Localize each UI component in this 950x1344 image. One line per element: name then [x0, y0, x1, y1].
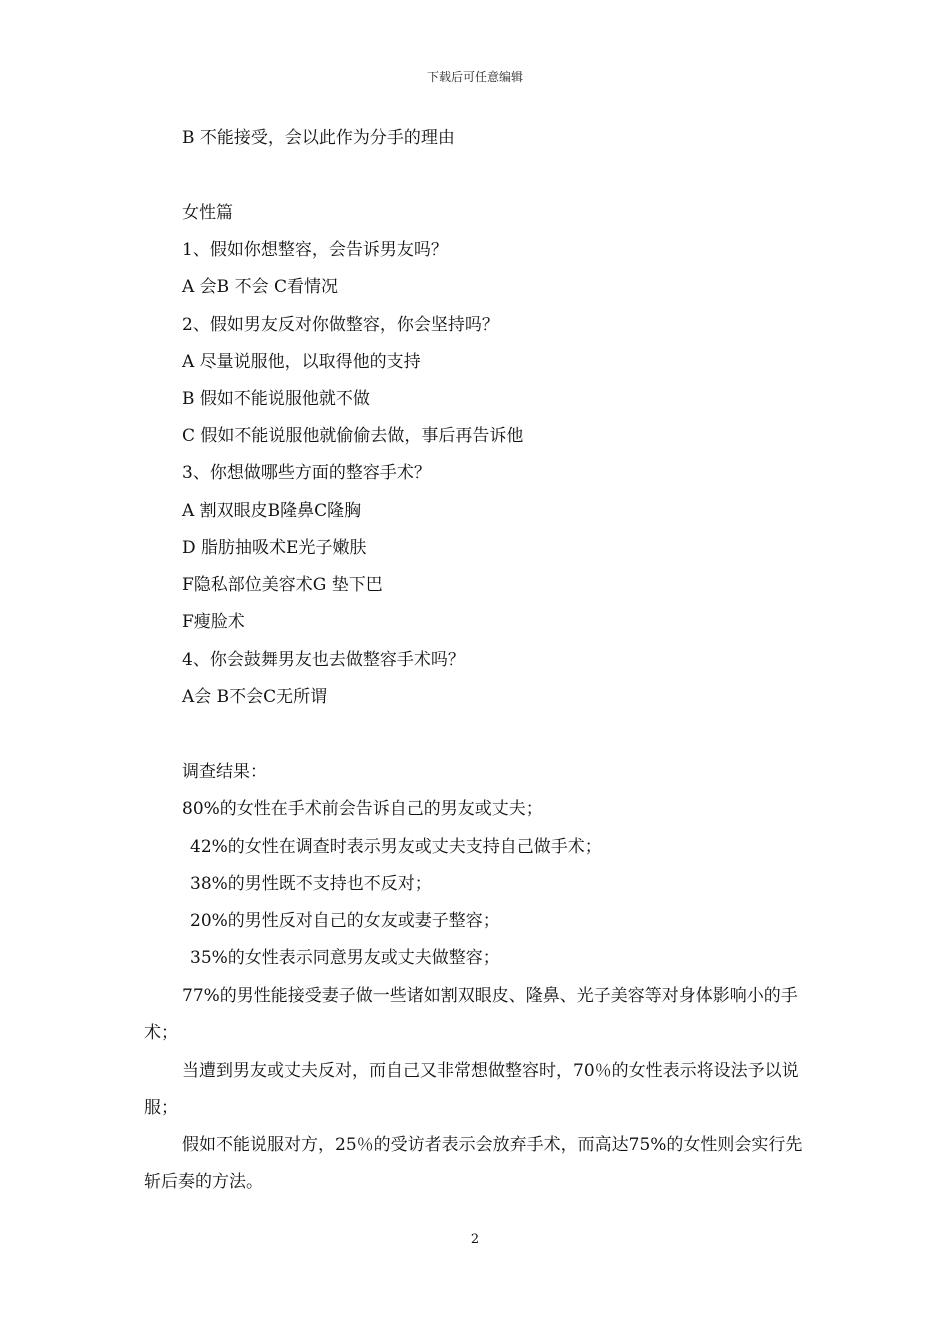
section-title: 女性篇: [182, 203, 233, 223]
result-item: 80%的女性在手术前会告诉自己的男友或丈夫；: [182, 799, 543, 819]
question: 1、假如你想整容，会告诉男友吗？: [182, 240, 448, 260]
answer-options: A 会B 不会 C看情况: [182, 277, 338, 297]
result-paragraph: 当遭到男友或丈夫反对，而自己又非常想做整容时，70％的女性表示将设法予以说服；: [144, 1061, 799, 1118]
question: 4、你会鼓舞男友也去做整容手术吗？: [182, 650, 465, 670]
result-item: 38%的男性既不支持也不反对；: [190, 874, 432, 894]
answer-options: A 割双眼皮B隆鼻C隆胸: [182, 501, 362, 521]
result-paragraph: 假如不能说服对方，25％的受访者表示会放弃手术，而高达75%的女性则会实行先斩后奏的方法。: [144, 1135, 803, 1192]
answer-option: F瘦脸术: [182, 612, 245, 632]
text-line: B 不能接受，会以此作为分手的理由: [182, 128, 455, 148]
answer-options: A会 B不会C无所谓: [182, 687, 328, 707]
results-title: 调查结果：: [182, 762, 267, 782]
result-item: 20%的男性反对自己的女友或妻子整容；: [190, 911, 500, 931]
page-number: 2: [470, 1232, 480, 1247]
result-item: 35%的女性表示同意男友或丈夫做整容；: [190, 948, 500, 968]
question: 2、假如男友反对你做整容，你会坚持吗？: [182, 315, 499, 335]
result-item: 42%的女性在调查时表示男友或丈夫支持自己做手术；: [190, 837, 602, 857]
answer-options: F隐私部位美容术G 垫下巴: [182, 575, 383, 595]
page-header: 下载后可任意编辑: [426, 70, 523, 84]
question: 3、你想做哪些方面的整容手术？: [182, 463, 431, 483]
answer-options: D 脂肪抽吸术E光子嫩肤: [182, 538, 367, 558]
answer-option: A 尽量说服他，以取得他的支持: [182, 352, 421, 372]
answer-option: C 假如不能说服他就偷偷去做，事后再告诉他: [182, 426, 524, 446]
answer-option: B 假如不能说服他就不做: [182, 389, 370, 409]
result-paragraph: 77%的男性能接受妻子做一些诸如割双眼皮、隆鼻、光子美容等对身体影响小的手术；: [144, 986, 798, 1043]
